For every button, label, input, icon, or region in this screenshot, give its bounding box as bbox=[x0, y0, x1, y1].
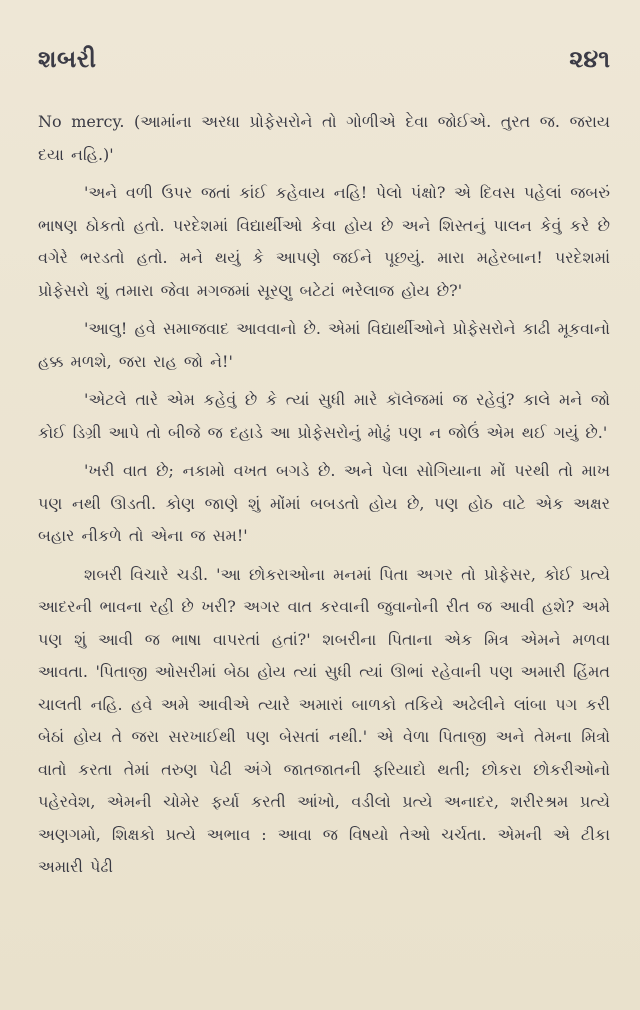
body-text bbox=[38, 106, 610, 884]
page-number: ૨૪૧ bbox=[569, 44, 610, 73]
paragraph-1: No mercy. (આમાંના અરધા પ્રોફેસરોને તો ગોળીએ દેવા જોઈએ. તુરત જ. જરાય દયા નહિ.)' bbox=[38, 112, 610, 164]
paragraph-5: 'ખરી વાત છે; નકામો વખત બગડે છે. અને પેલા સોગિયાના મોં પરથી તો માખ પણ નથી ઊડતી. કોણ જાણે શું મોંમાં બબડતો હોય છે, પણ હોઠ વાટે એક અક્ષર બહાર નીકળે તો એના જ સમ!' bbox=[38, 461, 610, 545]
running-title: શબરી bbox=[38, 44, 97, 73]
page-header bbox=[38, 44, 610, 92]
paragraph-3: 'આલુ! હવે સમાજવાદ આવવાનો છે. એમાં વિદ્યાર્થીઓને પ્રોફેસરોને કાઢી મૂકવાનો હક્ક મળશે, જરા રાહ જો ને!' bbox=[38, 319, 610, 371]
paragraph-4: 'એટલે તારે એમ કહેવું છે કે ત્યાં સુધી મારે કૉલેજમાં જ રહેવું? કાલે મને જો કોઈ ડિગ્રી આપે તો બીજે જ દહાડે આ પ્રોફેસરોનું મોઢું પણ ન જોઉં એમ થઈ ગયું છે.' bbox=[38, 390, 610, 442]
paragraph-6: શબરી વિચારે ચડી. 'આ છોકરાઓના મનમાં પિતા અગર તો પ્રોફેસર, કોઈ પ્રત્યે આદરની ભાવના રહી છે ખરી? અગર વાત કરવાની જુવાનોની રીત જ આવી હશે? અમે પણ શું આવી જ ભાષા વાપરતાં હતાં?' શબરીના પિતાના એક મિત્ર એમને મળવા આવતા. 'પિતાજી ઓસરીમાં બેઠા હોય ત્યાં સુધી ત્યાં ઊભાં રહેવાની પણ અમારી હિંમત ચાલતી નહિ. હવે અમે આવીએ ત્યારે અમારાં બાળકો તકિયે અઢેલીને લાંબા પગ કરી બેઠાં હોય તે જરા સરખાઈથી પણ બેસતાં નથી.' એ વેળા પિતાજી અને તેમના મિત્રો વાતો કરતા તેમાં તરુણ પેઢી અંગે જાતજાતની ફરિયાદો થતી; છોકરા છોકરીઓનો પહેરવેશ, એમની ચોમેર ફર્યા કરતી આંખો, વડીલો પ્રત્યે અનાદર, શરીરશ્રમ પ્રત્યે અણગમો, શિક્ષકો પ્રત્યે અભાવ : આવા જ વિષયો તેઓ ચર્ચતા. એમની એ ટીકા અમારી પેઢી bbox=[38, 564, 610, 876]
paragraph-2: 'અને વળી ઉપર જતાં કાંઈ કહેવાય નહિ! પેલો પંક્ષો? એ દિવસ પહેલાં જબરું ભાષણ ઠોકતો હતો. પરદેશમાં વિદ્યાર્થીઓ કેવા હોય છે અને શિસ્તનું પાલન કેવું કરે છે વગેરે ભરડતો હતો. મને થયું કે આપણે જઈને પૂછયું. મારા મહેરબાન! પરદેશમાં પ્રોફેસરો શું તમારા જેવા મગજમાં સૂરણુ બટેટાં ભરેલાજ હોય છે?' bbox=[38, 183, 610, 300]
